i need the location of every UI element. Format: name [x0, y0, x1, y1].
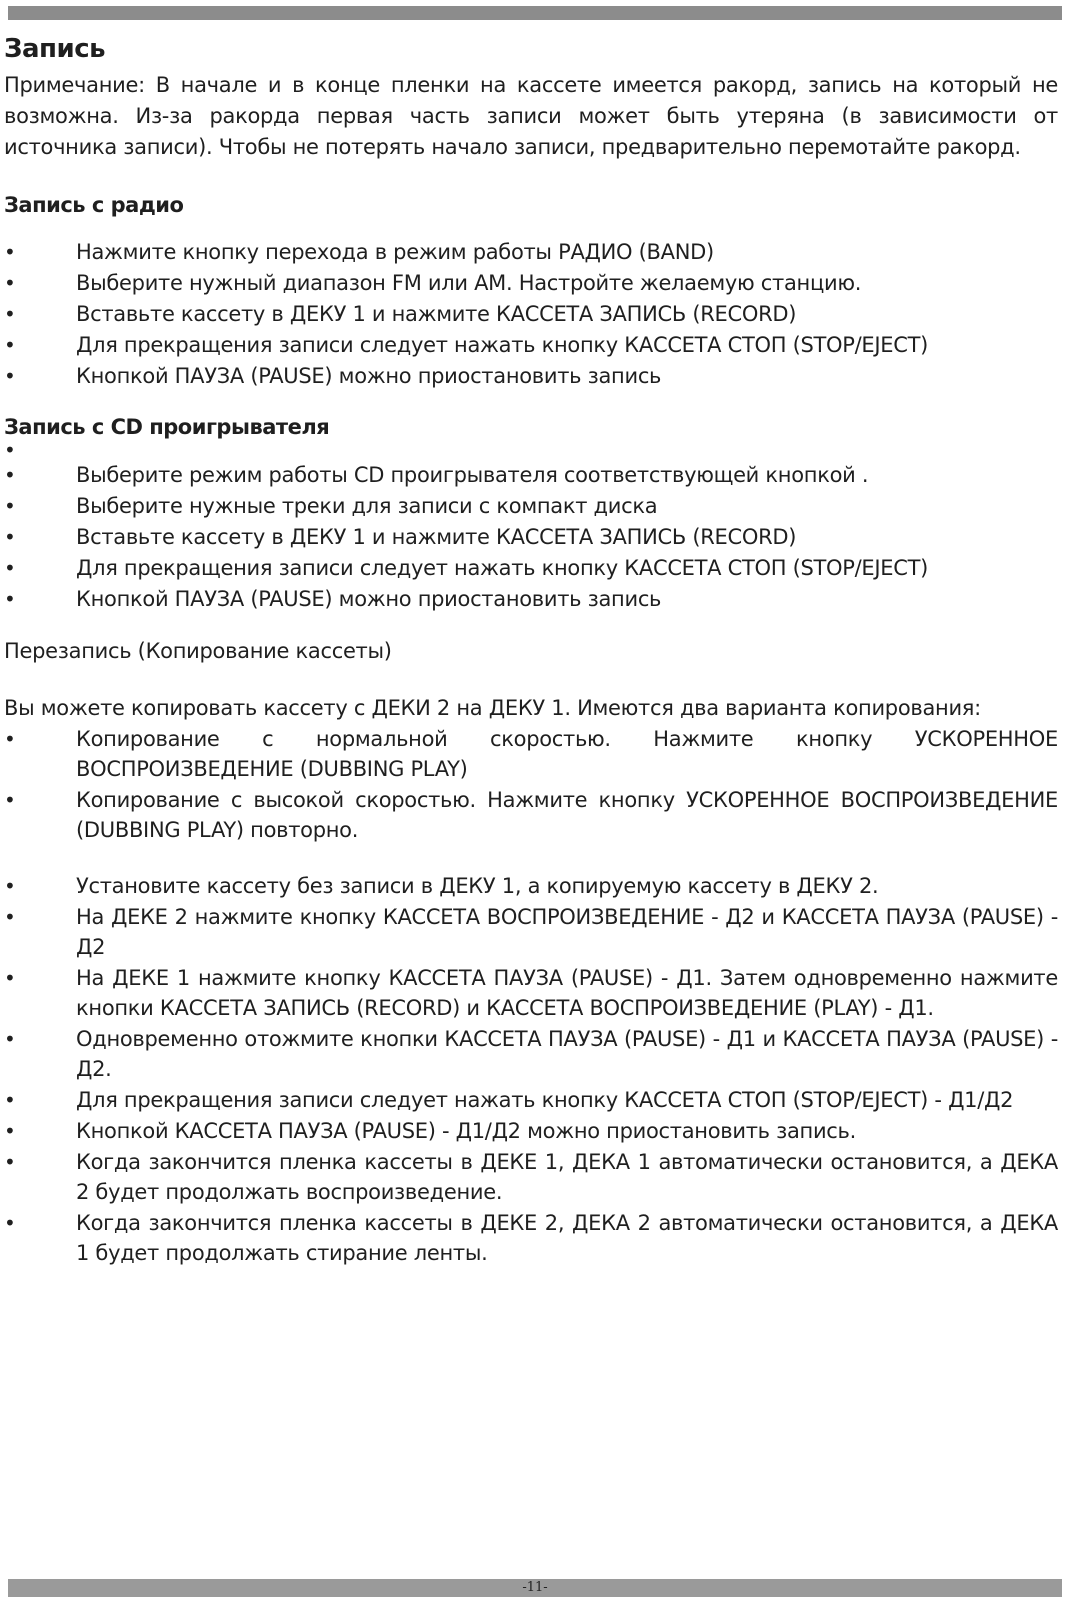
- list-item: • Когда закончится пленка кассеты в ДЕКЕ 1, ДЕКА 1 автоматически остановится, а ДЕКА 2 будет продолжать воспроизведение.: [4, 1147, 1058, 1207]
- list-item: • Кнопкой ПАУЗА (PAUSE) можно приостановить запись: [4, 361, 1058, 391]
- list-item: • На ДЕКЕ 1 нажмите кнопку КАССЕТА ПАУЗА (PAUSE) - Д1. Затем одновременно нажмите кнопки КАССЕТА ЗАПИСЬ (RECORD) и КАССЕТА ВОСПРОИЗВЕДЕНИЕ (PLAY) - Д1.: [4, 963, 1058, 1023]
- top-decorative-bar: [8, 6, 1062, 20]
- radio-section-heading: Запись с радио: [4, 193, 184, 217]
- list-item: • Одновременно отожмите кнопки КАССЕТА ПАУЗА (PAUSE) - Д1 и КАССЕТА ПАУЗА (PAUSE) - Д2.: [4, 1024, 1058, 1084]
- list-item: • Установите кассету без записи в ДЕКУ 1, а копируемую кассету в ДЕКУ 2.: [4, 871, 1058, 901]
- list-item: • Копирование с нормальной скоростью. Нажмите кнопку УСКОРЕННОЕ ВОСПРОИЗВЕДЕНИЕ (DUBBING PLAY): [4, 724, 1058, 784]
- list-item: • На ДЕКЕ 2 нажмите кнопку КАССЕТА ВОСПРОИЗВЕДЕНИЕ - Д2 и КАССЕТА ПАУЗА (PAUSE) - Д2: [4, 902, 1058, 962]
- empty-bullet: [4, 441, 1058, 459]
- list-item: • Кнопкой ПАУЗА (PAUSE) можно приостановить запись: [4, 584, 1058, 614]
- list-item: • Выберите нужные треки для записи с компакт диска: [4, 491, 1058, 521]
- list-item: • Копирование с высокой скоростью. Нажмите кнопку УСКОРЕННОЕ ВОСПРОИЗВЕДЕНИЕ (DUBBING PLAY) повторно.: [4, 785, 1058, 845]
- list-item: • Для прекращения записи следует нажать кнопку КАССЕТА СТОП (STOP/EJECT): [4, 330, 1058, 360]
- dubbing-intro: Вы можете копировать кассету с ДЕКИ 2 на ДЕКУ 1. Имеются два варианта копирования:: [4, 696, 981, 720]
- radio-steps-list: [4, 237, 1058, 391]
- list-item: • Вставьте кассету в ДЕКУ 1 и нажмите КАССЕТА ЗАПИСЬ (RECORD): [4, 299, 1058, 329]
- list-item: • Вставьте кассету в ДЕКУ 1 и нажмите КАССЕТА ЗАПИСЬ (RECORD): [4, 522, 1058, 552]
- dubbing-section-heading: Перезапись (Копирование кассеты): [4, 639, 392, 663]
- list-item: • Нажмите кнопку перехода в режим работы РАДИО (BAND): [4, 237, 1058, 267]
- list-item: • Кнопкой КАССЕТА ПАУЗА (PAUSE) - Д1/Д2 можно приостановить запись.: [4, 1116, 1058, 1146]
- page-number: -11-: [522, 1580, 548, 1595]
- list-item: • Когда закончится пленка кассеты в ДЕКЕ 2, ДЕКА 2 автоматически остановится, а ДЕКА 1 будет продолжать стирание ленты.: [4, 1208, 1058, 1268]
- list-item: • Выберите нужный диапазон FM или AM. Настройте желаемую станцию.: [4, 268, 1058, 298]
- cd-section-heading: Запись с CD проигрывателя: [4, 415, 330, 439]
- list-item: • Выберите режим работы CD проигрывателя соответствующей кнопкой .: [4, 460, 1058, 490]
- list-item: • Для прекращения записи следует нажать кнопку КАССЕТА СТОП (STOP/EJECT) - Д1/Д2: [4, 1085, 1058, 1115]
- dubbing-steps-list: [4, 871, 1058, 1268]
- dubbing-modes-list: [4, 724, 1058, 845]
- list-item: • Для прекращения записи следует нажать кнопку КАССЕТА СТОП (STOP/EJECT): [4, 553, 1058, 583]
- page-title: Запись: [4, 34, 106, 64]
- recording-note: Примечание: В начале и в конце пленки на кассете имеется ракорд, запись на который не возможна. Из-за ракорда первая часть записи может быть утеряна (в зависимости от источника записи). Чтобы не потерять начало записи, предварительно перемотайте ракорд.: [4, 73, 1058, 159]
- cd-steps-list: [4, 441, 1058, 614]
- page-content: [4, 34, 1058, 1269]
